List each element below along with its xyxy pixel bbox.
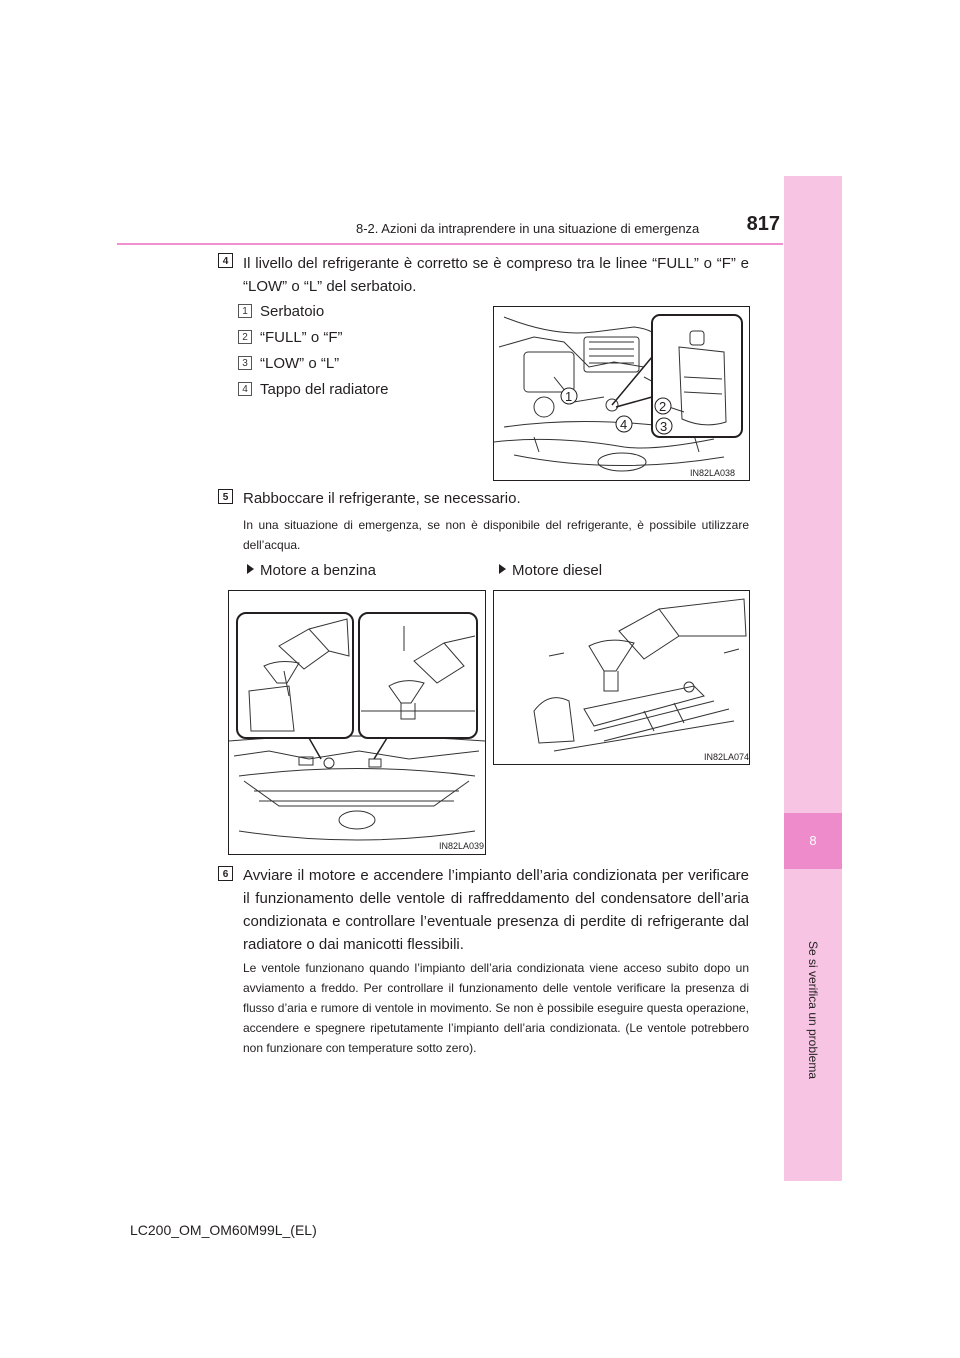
footer-manual-code: LC200_OM_OM60M99L_(EL) <box>130 1222 317 1238</box>
callout-3: 3 <box>660 419 668 434</box>
petrol-heading <box>247 559 376 582</box>
step-5-badge: 5 <box>218 489 233 504</box>
bullet-triangle-icon <box>499 564 506 574</box>
figure-petrol-engine <box>228 590 486 855</box>
figure-coolant-reservoir <box>493 306 750 481</box>
legend-number-4: 4 <box>238 382 252 396</box>
callout-4: 4 <box>620 417 628 432</box>
section-title: 8-2. Azioni da intraprendere in una situazione di emergenza <box>356 221 700 236</box>
figure-code-1: IN82LA038 <box>690 468 736 478</box>
step-4-text: Il livello del refrigerante è corretto se è compreso tra le linee “FULL” o “F” e “LOW” o “L” del serbatoio. <box>243 255 749 295</box>
chapter-number-tab[interactable]: 8 <box>784 813 842 869</box>
step-5-note: In una situazione di emergenza, se non è disponibile del refrigerante, è possibile utilizzare dell’acqua. <box>243 518 749 552</box>
legend-label-1: Serbatoio <box>260 303 325 320</box>
figure-code-3: IN82LA074 <box>704 752 750 762</box>
legend-number-3: 3 <box>238 356 252 370</box>
diesel-heading <box>499 559 602 582</box>
diesel-label: Motore diesel <box>512 562 603 579</box>
legend-label-4: Tappo del radiatore <box>260 381 389 398</box>
figure-code-2: IN82LA039 <box>439 841 485 851</box>
legend-number-1: 1 <box>238 304 252 318</box>
bullet-triangle-icon <box>247 564 254 574</box>
header-rule <box>117 243 783 245</box>
legend-label-3: “LOW” o “L” <box>260 355 340 372</box>
engine-bay-illustration <box>494 307 749 480</box>
petrol-refill-illustration <box>229 591 485 854</box>
step-6-badge: 6 <box>218 866 233 881</box>
step-6-text: Avviare il motore e accendere l’impianto dell’aria condizionata per verificare il funzionamento delle ventole di raffreddamento del condensatore dell’aria condizionata e controllare l’eventuale presenza di perdite di refrigerante dal radiatore o dai manicotti flessibili. <box>243 867 749 953</box>
diesel-refill-illustration <box>494 591 749 764</box>
chapter-title: Se si verifica un problema <box>806 940 820 1080</box>
figure-diesel-engine <box>493 590 750 765</box>
callout-1: 1 <box>565 389 573 404</box>
step-6-note: Le ventole funzionano quando l’impianto dell’aria condizionata viene acceso subito dopo un avviamento a freddo. Per controllare il funzionamento delle ventole verificare la presenza di flusso d’aria e rumore di ventole in movimento. Se non è possibile eseguire questa operazione, accendere e spegnere ripetutamente l’impianto dell’aria condizionata. (Le ventole potrebbero non funzionare con temperature sotto zero). <box>243 961 749 1055</box>
step-4-badge: 4 <box>218 253 233 268</box>
page-number: 817 <box>746 213 780 235</box>
callout-2: 2 <box>659 399 667 414</box>
legend-number-2: 2 <box>238 330 252 344</box>
step-5-text: Rabboccare il refrigerante, se necessario. <box>243 490 521 507</box>
legend-label-2: “FULL” o “F” <box>260 329 343 346</box>
petrol-label: Motore a benzina <box>260 562 376 579</box>
